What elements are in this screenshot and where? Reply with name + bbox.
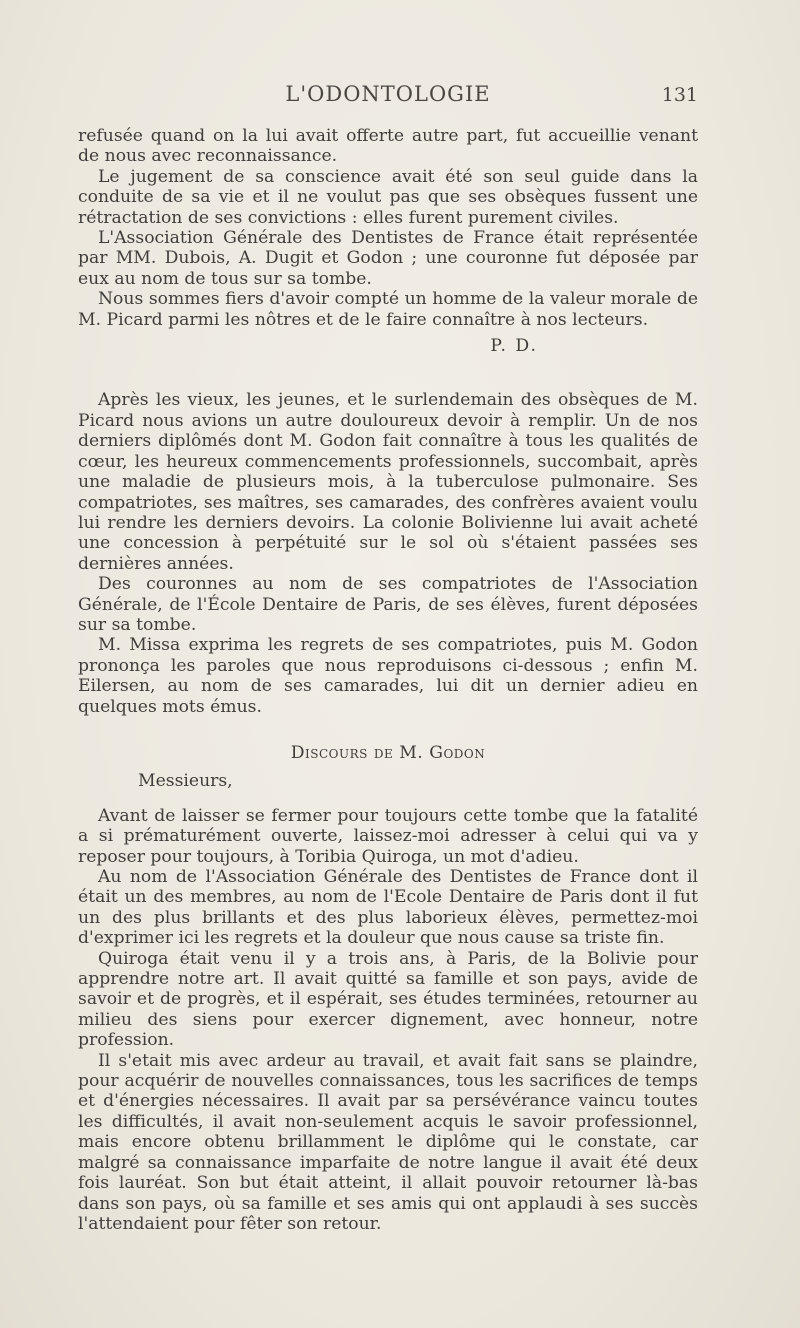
author-signature: P. D. (490, 336, 538, 357)
page-number: 131 (661, 84, 698, 106)
speech-paragraph-2: Au nom de l'Association Générale des Dentistes de France dont il était un des membres, au nom de l'Ecole Dentaire de Paris dont il fut un des plus brillants et des plus laborieux élèves, permettez-moi d'exprimer ici les regrets et la douleur que nous cause sa triste fin. (78, 867, 698, 949)
paragraph-young: Après les vieux, les jeunes, et le surlendemain des obsèques de M. Picard nous avions un autre douloureux devoir à remplir. Un de nos derniers diplômés dont M. Godon fait connaître à tous les qualités de cœur, les heureux commencements professionnels, succombait, après une maladie de plusieurs mois, à la tuberculose pulmonaire. Ses compatriotes, ses maîtres, ses camarades, des confrères avaient voulu lui rendre les derniers devoirs. La colonie Bolivienne lui avait acheté une concession à perpétuité sur le sol où s'étaient passées ses dernières années. (78, 390, 698, 574)
section-title: Discours de M. Godon (290, 742, 486, 763)
paragraph-association: L'Association Générale des Dentistes de France était représentée par MM. Dubois, A. Dugit et Godon ; une couronne fut déposée par eux au nom de tous sur sa tombe. (78, 228, 698, 289)
body-text (78, 126, 698, 1234)
salutation: Messieurs, (138, 771, 233, 792)
speech-paragraph-1: Avant de laisser se fermer pour toujours cette tombe que la fatalité a si prématurément ouverte, laissez-moi adresser à celui qui va y reposer pour toujours, à Toribia Quiroga, un mot d'adieu. (78, 805, 698, 867)
running-head: L'ODONTOLOGIE (285, 82, 491, 106)
speech-paragraph-4: Il s'etait mis avec ardeur au travail, et avait fait sans se plaindre, pour acquérir de nouvelles connaissances, tous les sacrifices de temps et d'énergies nécessaires. Il avait par sa persévérance vaincu toutes les difficultés, il avait non-seulement acquis le savoir professionnel, mais encore obtenu brillamment le diplôme qui le constate, car malgré sa connaissance imparfaite de notre langue il avait été deux fois lauréat. Son but était atteint, il allait pouvoir retourner là-bas dans son pays, où sa famille et ses amis qui ont applaudi à ses succès l'attendaient pour fêter son retour. (78, 1050, 698, 1234)
paragraph-conscience: Le jugement de sa conscience avait été son seul guide dans la conduite de sa vie et il ne voulut pas que ses obsèques fussent une rétractation de ses convictions : elles furent purement civiles. (78, 166, 698, 228)
paragraph-picard: Nous sommes fiers d'avoir compté un homme de la valeur morale de M. Picard parmi les nôtres et de le faire connaître à nos lecteurs. (78, 289, 698, 330)
paragraph-missa: M. Missa exprima les regrets de ses compatriotes, puis M. Godon prononça les paroles que nous reproduisons ci-dessous ; enfin M. Eilersen, au nom de ses camarades, lui dit un dernier adieu en quelques mots émus. (78, 635, 698, 717)
paragraph-continuation: refusée quand on la lui avait offerte autre part, fut accueillie venant de nous avec reconnaissance. (78, 126, 698, 167)
paragraph-wreaths: Des couronnes au nom de ses compatriotes de l'Association Générale, de l'École Dentaire de Paris, de ses élèves, furent déposées sur sa tombe. (78, 574, 698, 635)
page-header (78, 82, 698, 110)
speech-paragraph-3: Quiroga était venu il y a trois ans, à Paris, de la Bolivie pour apprendre notre art. Il avait quitté sa famille et son pays, avide de savoir et de progrès, et il espérait, ses études terminées, retourner au milieu des siens pour exercer dignement, avec honneur, notre profession. (78, 948, 698, 1051)
